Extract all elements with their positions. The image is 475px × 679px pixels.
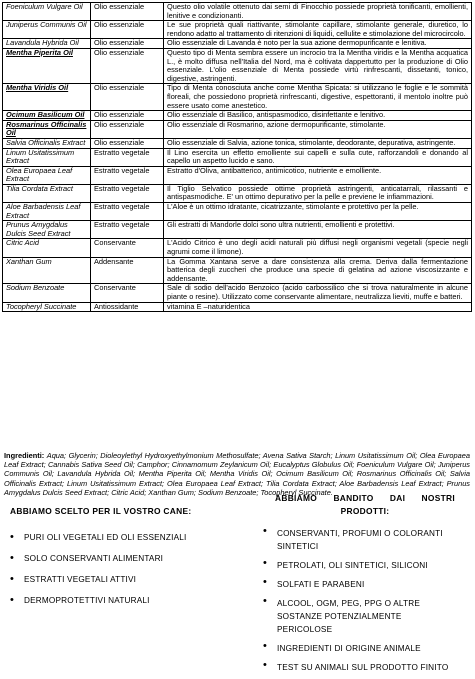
ingredient-type: Addensante [91,257,164,284]
ingredient-type: Estratto vegetale [91,203,164,221]
table-row [3,3,472,21]
ingredient-description: Questo tipo di Menta sembra essere un incrocio tra la Mentha viridis e la Mentha acquatica L., è molto diffusa nell'Italia del Nord, ma è coltivata dappertutto per la produzione di Olio essenziale. L'olio essenziale di Menta possiede virtù rinfrescanti, dissetanti, tonico, digestive, astringenti. [164,48,472,83]
ingredient-description: Olio essenziale di Rosmarino, azione dermopurificante, stimolante. [164,120,472,138]
banned-section [265,492,470,674]
ingredient-description: Gli estratti di Mandorle dolci sono ultra nutrienti, emollienti e protettivi. [164,221,472,239]
ingredient-description: Questo olio volatile ottenuto dai semi di Finocchio possiede proprietà tonificanti, emollienti, lenitive e condizionanti. [164,3,472,21]
table-row [3,184,472,202]
table-row [3,84,472,111]
chosen-item: • DERMOPROTETTIVI NATURALI [24,596,150,605]
ingredient-name: Citric Acid [3,239,91,257]
table-row [3,203,472,221]
ingredient-type: Estratto vegetale [91,166,164,184]
ingredient-name: Xanthan Gum [3,257,91,284]
ingredient-name: Tocopheryl Succinate [3,302,91,312]
banned-item: • PETROLATI, OLI SINTETICI, SILICONI [277,559,455,572]
banned-item: • INGREDIENTI DI ORIGINE ANIMALE [277,642,455,655]
ingredient-type: Olio essenziale [91,111,164,121]
ingredient-type: Olio essenziale [91,138,164,148]
table-row [3,39,472,49]
banned-item: • CONSERVANTI, PROFUMI O COLORANTI SINTETICI [277,527,455,553]
ingredients-list [4,451,470,497]
ingredient-description: Olio essenziale di Basilico, antispasmodico, disinfettante e lenitivo. [164,111,472,121]
ingredient-type: Estratto vegetale [91,184,164,202]
chosen-item: • ESTRATTI VEGETALI ATTIVI [24,575,136,584]
ingredient-name: Tilia Cordata Extract [3,184,91,202]
ingredient-description: Tipo di Menta conosciuta anche come Mentha Spicata: si utilizzano le foglie e le sommità floreali, che possiedono proprietà rinfrescanti, digestive, espettoranti, il mentolo inoltre può essere usato come anestetico. [164,84,472,111]
table-row [3,21,472,39]
ingredient-name: Aloe Barbadensis Leaf Extract [3,203,91,221]
table-row [3,221,472,239]
ingredient-type: Conservante [91,239,164,257]
ingredient-description: Estratto d'Oliva, antibatterico, antimicotico, nutriente e emolliente. [164,166,472,184]
ingredient-type: Olio essenziale [91,84,164,111]
ingredient-type: Olio essenziale [91,39,164,49]
ingredient-description: Il Lino esercita un effetto emolliente sui capelli e sulla cute, rafforzandoli e donando al capello un aspetto lucido e sano. [164,148,472,166]
table-row [3,148,472,166]
banned-heading [275,492,455,518]
ingredient-description: Olio essenziale di Salvia, azione tonica, stimolante, deodorante, depurativa, astringente. [164,138,472,148]
ingredients-label: Ingredienti: [4,451,45,460]
ingredient-name: Rosmarinus Officinalis Oil [3,120,91,138]
table-row [3,302,472,312]
banned-item: • SOLFATI E PARABENI [277,578,455,591]
ingredient-type: Olio essenziale [91,21,164,39]
table-row [3,239,472,257]
table-row [3,284,472,302]
table-row [3,48,472,83]
ingredient-name: Mentha Piperita Oil [3,48,91,83]
ingredients-table [2,2,472,312]
ingredient-type: Estratto vegetale [91,221,164,239]
banned-item: • ALCOOL, OGM, PEG, PPG O ALTRE SOSTANZE POTENZIALMENTE PERICOLOSE [277,597,455,636]
ingredient-type: Estratto vegetale [91,148,164,166]
chosen-item: • PURI OLI VEGETALI ED OLI ESSENZIALI [24,533,186,542]
ingredient-type: Olio essenziale [91,3,164,21]
ingredient-type: Antiossidante [91,302,164,312]
ingredient-name: Lavandula Hybrida Oil [3,39,91,49]
ingredient-description: Il Tiglio Selvatico possiede ottime proprietà astringenti, anticatarrali, rilassanti e antispasmodiche. E' un ottimo depurativo per la pelle e previene le infiammazioni. [164,184,472,202]
banned-heading-line2: PRODOTTI: [340,506,390,516]
banned-heading-line1: ABBIAMO BANDITO DAI NOSTRI [275,493,455,503]
ingredient-name: Ocimum Basilicum Oil [3,111,91,121]
ingredient-name: Salvia Officinalis Extract [3,138,91,148]
ingredients-text: Aqua; Glycerin; Dioleoylethyl Hydroxyethylmonium Methosulfate; Avena Sativa Starch; Linum Usitatissimum Oil; Olea Europaea Leaf Extract; Cannabis Sativa Seed Oil; Camphor; Cinnamomum Zeylanicum Oil; Eucalyptus Globulus Oil; Foeniculum Vulgare Oil; Juniperus Communis Oil; Lavandula Hybrida Oil; Mentha Piperita Oil; Mentha Viridis Oil; Ocimum Basilicum Oil; Rosmarinus Officinalis Oil; Salvia Officinalis Extract; Linum Usitatissimum Extract; Olea Europaea Leaf Extract; Tilia Cordata Extract; Aloe Barbadensis Leaf Extract; Prunus Amygdalus Dulcis Seed Extract; Citric Acid; Xanthan Gum; Sodium Benzoate; Tocopheryl Succinate. [4,451,470,497]
ingredient-name: Juniperus Communis Oil [3,21,91,39]
ingredient-name: Linum Usitatissimum Extract [3,148,91,166]
ingredient-description: Le sue proprietà quali riattivante, stimolante capillare, stimolante generale, diuretico, lo rendono adatto al trattamento di ritenzioni di liquidi, cellulite e stimolazione del microcircolo. [164,21,472,39]
banned-item: • TEST SU ANIMALI SUL PRODOTTO FINITO [277,661,455,674]
ingredient-description: vitamina E –naturidentica [164,302,472,312]
ingredient-name: Prunus Amygdalus Dulcis Seed Extract [3,221,91,239]
ingredient-description: Olio essenziale di Lavanda è noto per la sua azione dermopurificante e lenitiva. [164,39,472,49]
table-row [3,166,472,184]
ingredient-description: L'Aloe è un ottimo idratante, cicatrizzante, stimolante e protettivo per la pelle. [164,203,472,221]
ingredient-type: Olio essenziale [91,120,164,138]
ingredient-type: Conservante [91,284,164,302]
chosen-heading: ABBIAMO SCELTO PER IL VOSTRO CANE: [10,506,192,516]
table-row [3,257,472,284]
ingredient-description: L'Acido Citrico è uno degli acidi naturali più diffusi negli organismi vegetali (specie negli agrumi come il limone). [164,239,472,257]
table-row [3,111,472,121]
ingredient-description: La Gomma Xantana serve a dare consistenza alla crema. Deriva dalla fermentazione batterica degli zuccheri che produce una specie di gelatina ad azione viscosizzante e addensante. [164,257,472,284]
table-row [3,120,472,138]
ingredient-name: Foeniculum Vulgare Oil [3,3,91,21]
ingredient-name: Sodium Benzoate [3,284,91,302]
banned-list [277,527,470,674]
ingredient-name: Mentha Viridis Oil [3,84,91,111]
ingredient-type: Olio essenziale [91,48,164,83]
ingredient-description: Sale di sodio dell'acido Benzoico (acido carbossilico che si trova naturalmente in alcune piante o resine). Utilizzato come conservante alimentare, neutralizza lieviti, muffe e batteri. [164,284,472,302]
chosen-item: • SOLO CONSERVANTI ALIMENTARI [24,554,163,563]
table-row [3,138,472,148]
ingredient-name: Olea Europaea Leaf Extract [3,166,91,184]
